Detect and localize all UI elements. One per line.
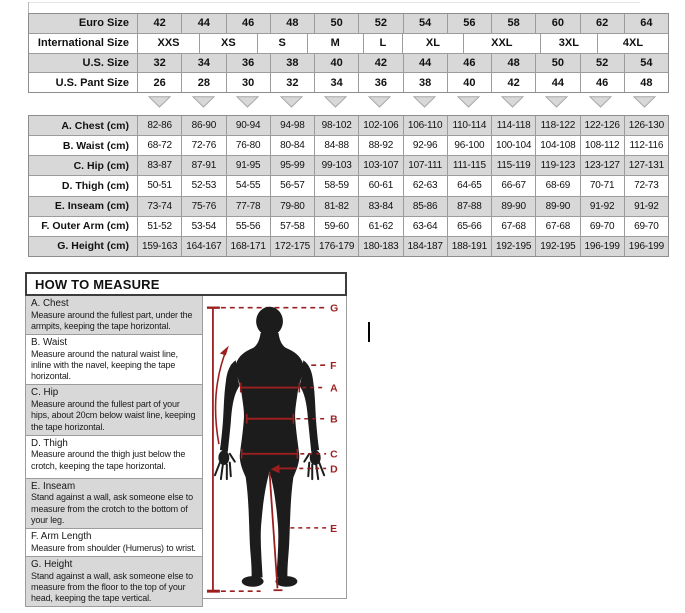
row-values-thigh	[138, 176, 668, 195]
size-cell: 176-179	[315, 237, 359, 256]
size-cell: 87-88	[448, 197, 492, 216]
down-arrow-icon	[368, 96, 391, 108]
size-cell: 79-80	[271, 197, 315, 216]
size-cell: 90-94	[227, 116, 271, 135]
size-cell: 60-61	[359, 176, 403, 195]
instruction-title: F. Arm Length	[31, 531, 92, 543]
size-cell: 82-86	[138, 116, 182, 135]
arrow-slot	[490, 93, 534, 111]
down-arrow-icon	[589, 96, 612, 108]
instruction-text: Measure around the fullest part of your hips, about 20cm below waist line, keeping the tape horizontal.	[31, 398, 196, 432]
instruction-title: E. Inseam	[31, 480, 76, 492]
size-cell: 42	[359, 54, 403, 73]
size-cell: 196-199	[628, 240, 665, 252]
arrow-slot	[446, 93, 490, 111]
row-values-height	[138, 237, 668, 256]
size-cell: L	[364, 34, 403, 53]
row-label-inseam: E. Inseam (cm)	[29, 197, 138, 216]
size-cell: 98-102	[315, 116, 359, 135]
arrow-slot	[535, 93, 579, 111]
size-cell: 111-115	[448, 156, 492, 175]
how-to-measure-body	[25, 296, 347, 607]
row-values-euro	[138, 14, 668, 33]
size-cell: 69-70	[581, 217, 625, 236]
measurement-table	[28, 115, 669, 257]
instruction-text: Measure around the thigh just below the crotch, keeping the tape horizontal.	[31, 449, 186, 471]
size-cell: 87-91	[182, 156, 226, 175]
size-cell: 60	[536, 14, 580, 33]
instruction-inseam	[25, 479, 203, 529]
size-cell: 28	[182, 73, 226, 92]
size-cell: 54-55	[227, 176, 271, 195]
size-cell: 75-76	[182, 197, 226, 216]
size-cell: 168-171	[227, 237, 271, 256]
instruction-title: D. Thigh	[31, 437, 68, 449]
row-values-hip	[138, 156, 668, 175]
size-cell: 4XL	[622, 37, 644, 50]
table-row-thigh	[29, 176, 668, 196]
instruction-text: Measure around the fullest part, under the armpits, keeping the tape horizontal.	[31, 309, 193, 331]
size-cell: 104-108	[536, 136, 580, 155]
size-cell: 67-68	[492, 217, 536, 236]
instruction-title: B. Waist	[31, 337, 68, 349]
label-b: B	[330, 414, 338, 426]
size-cell: 67-68	[536, 217, 580, 236]
size-cell: 77-78	[227, 197, 271, 216]
size-cell: 66-67	[492, 176, 536, 195]
size-cell: 106-110	[404, 116, 448, 135]
down-arrow-icon	[236, 96, 259, 108]
size-cell: XXL	[464, 34, 541, 53]
size-cell: 73-74	[138, 197, 182, 216]
instruction-text: Measure from shoulder (Humerus) to wrist.	[31, 542, 196, 553]
size-cell: 108-112	[581, 136, 625, 155]
size-cell: 88-92	[359, 136, 403, 155]
row-label-chest: A. Chest (cm)	[29, 116, 138, 135]
row-values-international	[138, 34, 668, 53]
size-cell: 91-95	[227, 156, 271, 175]
size-cell: 76-80	[227, 136, 271, 155]
size-cell: 30	[227, 73, 271, 92]
size-cell: 85-86	[404, 197, 448, 216]
size-cell: 184-187	[404, 237, 448, 256]
row-label-euro: Euro Size	[29, 14, 138, 33]
table-row-euro	[29, 14, 668, 34]
size-cell: 100-104	[492, 136, 536, 155]
size-cell: 81-82	[315, 197, 359, 216]
down-arrow-icon	[501, 96, 524, 108]
instruction-thigh	[25, 436, 203, 479]
size-cell: 36	[359, 73, 403, 92]
size-cell: 40	[315, 54, 359, 73]
size-cell: 48	[492, 54, 536, 73]
size-cell: 103-107	[359, 156, 403, 175]
size-cell: 52	[359, 14, 403, 33]
size-cell: 52	[581, 54, 625, 73]
down-arrow-icon	[192, 96, 215, 108]
arrow-slot	[137, 93, 181, 111]
size-cell: 58	[492, 14, 536, 33]
instruction-waist	[25, 335, 203, 385]
arrow-slot	[358, 93, 402, 111]
down-arrow-icon	[457, 96, 480, 108]
size-cell: 44	[404, 54, 448, 73]
size-cell: 40	[448, 73, 492, 92]
right-foot	[275, 576, 297, 587]
down-arrow-icon	[324, 96, 347, 108]
size-cell: 83-84	[359, 197, 403, 216]
size-cell: 172-175	[271, 237, 315, 256]
size-cell: 44	[182, 14, 226, 33]
size-cell: 92-96	[404, 136, 448, 155]
how-to-measure-section	[25, 272, 347, 607]
table-row-hip	[29, 156, 668, 176]
table-row-us-pant	[29, 73, 668, 92]
size-cell: 192-195	[492, 237, 536, 256]
size-cell: 115-119	[492, 156, 536, 175]
row-values-chest	[138, 116, 668, 135]
size-cell: 192-195	[536, 237, 580, 256]
instruction-chest	[25, 296, 203, 335]
label-c: C	[330, 449, 338, 461]
arrow-slot	[579, 93, 623, 111]
label-g: G	[330, 303, 339, 315]
size-cell: 64-65	[448, 176, 492, 195]
size-cell: 107-111	[404, 156, 448, 175]
row-label-hip: C. Hip (cm)	[29, 156, 138, 175]
scan-artifact-tick	[28, 2, 29, 13]
size-cell: 48	[271, 14, 315, 33]
label-d: D	[330, 464, 338, 476]
down-arrow-icon	[633, 96, 656, 108]
size-cell: 50	[315, 14, 359, 33]
size-cell: 54	[640, 56, 653, 69]
size-cell: 61-62	[359, 217, 403, 236]
left-arm	[220, 360, 240, 452]
size-cell: 51-52	[138, 217, 182, 236]
size-cell: 188-191	[448, 237, 492, 256]
size-cell: 32	[138, 54, 182, 73]
row-label-international: International Size	[29, 34, 138, 53]
text-cursor	[368, 322, 370, 342]
down-arrow-icon	[148, 96, 171, 108]
down-arrow-icon	[280, 96, 303, 108]
body-silhouette	[215, 307, 324, 587]
size-cell: 48	[640, 76, 653, 89]
row-label-thigh: D. Thigh (cm)	[29, 176, 138, 195]
down-arrow-icon	[545, 96, 568, 108]
size-cell: 34	[182, 54, 226, 73]
row-label-us: U.S. Size	[29, 54, 138, 73]
row-label-outer-arm: F. Outer Arm (cm)	[29, 217, 138, 236]
size-cell: 84-88	[315, 136, 359, 155]
size-cell: 112-116	[629, 140, 664, 152]
label-f: F	[330, 361, 337, 373]
size-cell: 180-183	[359, 237, 403, 256]
size-cell: 50-51	[138, 176, 182, 195]
size-cell: 127-131	[628, 160, 665, 172]
size-cell: 53-54	[182, 217, 226, 236]
measure-labels	[330, 304, 338, 535]
row-values-waist	[138, 136, 668, 155]
size-cell: 46	[227, 14, 271, 33]
size-cell: 94-98	[271, 116, 315, 135]
size-cell: 36	[227, 54, 271, 73]
table-row-inseam	[29, 197, 668, 217]
instruction-hip	[25, 385, 203, 435]
size-cell: 86-90	[182, 116, 226, 135]
size-cell: 72-76	[182, 136, 226, 155]
table-row-chest	[29, 116, 668, 136]
row-label-us-pant: U.S. Pant Size	[29, 73, 138, 92]
how-to-measure-title: HOW TO MEASURE	[25, 272, 347, 296]
size-cell: S	[258, 34, 308, 53]
instruction-arm-length	[25, 529, 203, 557]
size-cell: 91-92	[634, 200, 659, 212]
instruction-title: A. Chest	[31, 298, 69, 309]
down-arrow-icon	[413, 96, 436, 108]
size-cell: 122-126	[581, 116, 625, 135]
size-cell: 80-84	[271, 136, 315, 155]
label-e: E	[330, 523, 338, 535]
size-cell: 3XL	[541, 34, 598, 53]
size-cell: M	[308, 34, 364, 53]
size-cell: 126-130	[628, 120, 665, 132]
size-cell: 123-127	[581, 156, 625, 175]
instruction-text: Stand against a wall, ask someone else to measure from the floor to the top of your head, keeping the tape vertical.	[31, 570, 193, 604]
size-cell: 59-60	[315, 217, 359, 236]
size-cell: 69-70	[634, 220, 659, 232]
size-cell: XL	[403, 34, 464, 53]
row-values-us-pant	[138, 73, 668, 92]
size-cell: 56	[448, 14, 492, 33]
size-conversion-table	[28, 13, 669, 93]
table-row-international	[29, 34, 668, 54]
table-row-us	[29, 54, 668, 74]
size-cell: 114-118	[492, 116, 536, 135]
size-cell: 70-71	[581, 176, 625, 195]
row-values-inseam	[138, 197, 668, 216]
table-row-outer-arm	[29, 217, 668, 237]
size-cell: 62	[581, 14, 625, 33]
size-cell: 99-103	[315, 156, 359, 175]
size-cell: 159-163	[138, 237, 182, 256]
height-measure-line	[207, 308, 220, 591]
size-cell: 68-69	[536, 176, 580, 195]
size-cell: 65-66	[448, 217, 492, 236]
size-cell: 89-90	[536, 197, 580, 216]
row-label-waist: B. Waist (cm)	[29, 136, 138, 155]
instruction-height	[25, 557, 203, 607]
size-cell: 54	[404, 14, 448, 33]
measure-instructions-list	[25, 296, 203, 607]
body-measurement-diagram	[203, 296, 346, 598]
size-cell: 57-58	[271, 217, 315, 236]
size-cell: XXS	[138, 34, 200, 53]
size-cell: 96-100	[448, 136, 492, 155]
size-cell: 72-73	[634, 180, 659, 192]
arrow-slot	[270, 93, 314, 111]
table-row-waist	[29, 136, 668, 156]
arrow-row	[137, 93, 667, 111]
size-cell: 58-59	[315, 176, 359, 195]
size-cell: 44	[536, 73, 580, 92]
row-label-height: G. Height (cm)	[29, 237, 138, 256]
size-cell: 55-56	[227, 217, 271, 236]
instruction-text: Measure around the natural waist line, inline with the navel, keeping the tape horizontal.	[31, 348, 178, 382]
size-cell: 83-87	[138, 156, 182, 175]
arrow-slot	[225, 93, 269, 111]
scan-artifact-line	[28, 2, 640, 3]
size-cell: 118-122	[536, 116, 580, 135]
right-arm	[299, 360, 319, 452]
arm-curve-arrowhead	[220, 346, 229, 356]
size-cell: XS	[200, 34, 258, 53]
size-cell: 26	[138, 73, 182, 92]
size-cell: 42	[492, 73, 536, 92]
size-cell: 164-167	[182, 237, 226, 256]
size-cell: 38	[404, 73, 448, 92]
size-cell: 32	[271, 73, 315, 92]
size-cell: 68-72	[138, 136, 182, 155]
size-cell: 63-64	[404, 217, 448, 236]
arrow-slot	[181, 93, 225, 111]
instruction-title: G. Height	[31, 559, 73, 571]
size-cell: 38	[271, 54, 315, 73]
instruction-text: Stand against a wall, ask someone else to measure from the crotch to the bottom of your leg.	[31, 492, 193, 525]
label-a: A	[330, 383, 338, 395]
arrow-slot	[623, 93, 667, 111]
size-cell: 89-90	[492, 197, 536, 216]
size-cell: 119-123	[536, 156, 580, 175]
size-cell: 91-92	[581, 197, 625, 216]
left-foot	[242, 576, 264, 587]
size-cell: 34	[315, 73, 359, 92]
size-cell: 64	[640, 17, 653, 30]
body-diagram-box	[203, 296, 347, 599]
table-row-height	[29, 237, 668, 256]
arrow-slot	[402, 93, 446, 111]
row-values-us	[138, 54, 668, 73]
size-cell: 42	[138, 14, 182, 33]
row-values-outer-arm	[138, 217, 668, 236]
size-cell: 110-114	[448, 116, 492, 135]
size-cell: 52-53	[182, 176, 226, 195]
size-cell: 196-199	[581, 237, 625, 256]
instruction-title: C. Hip	[31, 387, 59, 399]
size-cell: 46	[448, 54, 492, 73]
size-cell: 46	[581, 73, 625, 92]
size-cell: 50	[536, 54, 580, 73]
arrow-slot	[314, 93, 358, 111]
size-cell: 102-106	[359, 116, 403, 135]
size-cell: 56-57	[271, 176, 315, 195]
size-cell: 62-63	[404, 176, 448, 195]
size-cell: 95-99	[271, 156, 315, 175]
